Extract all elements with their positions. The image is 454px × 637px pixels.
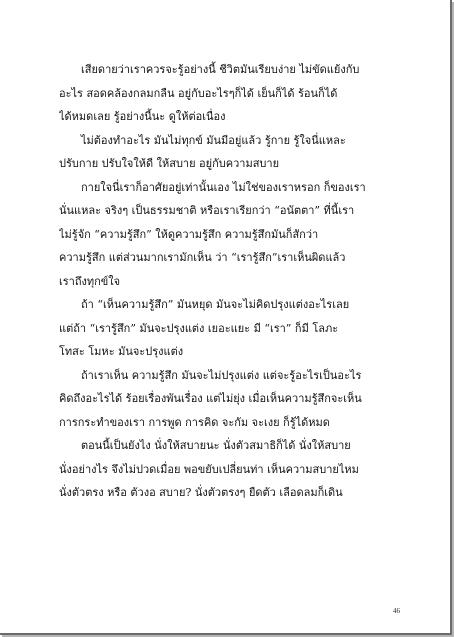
text-line: คิดถึงอะไรได้ ร้อยเรื่องพันเรื่อง แต่ไม่ยุ่ง เมื่อเห็นความรู้สึกจะเห็น (59, 392, 362, 405)
page-number: 46 (393, 607, 400, 615)
text-line: เราถึงทุกข์ใจ (59, 274, 121, 288)
text-line: เสียดายว่าเราควรจะรู้อย่างนี้ ชีวิตมันเรียบง่าย ไม่ขัดแย้งกับ (81, 63, 360, 76)
text-line: ตอนนี้เป็นยังไง นั่งให้สบายนะ นั่งตัวสมาธิก็ได้ นั่งให้สบาย (81, 439, 351, 452)
text-line: การกระทำของเรา การพูด การคิด จะกัม จะเงย ก็รู้ได้หมด (59, 415, 330, 429)
text-line: ได้หมดเลย รู้อย่างนี้นะ ดูให้ต่อเนื่อง (59, 110, 226, 123)
text-line: นั่นแหละ จริงๆ เป็นธรรมชาติ หรือเราเรียกว่า “อนัตตา” ที่นี้เรา (59, 204, 355, 217)
text-line: โทสะ โมหะ มันจะปรุงแต่ง (59, 345, 184, 358)
text-line: ถ้า “เห็นความรู้สึก” มันหยุด มันจะไม่คิดปรุงแต่งอะไรเลย (81, 298, 350, 311)
text-line: ความรู้สึก แต่ส่วนมากเรามักเห็น ว่า “เรารู้สึก”เราเห็นผิดแล้ว (59, 251, 346, 264)
body-text (59, 58, 405, 505)
text-line: ถ้าเราเห็น ความรู้สึก มันจะไม่ปรุงแต่ง แต่จะรู้อะไรเป็นอะไร (81, 368, 362, 382)
text-line: นั่งตัวตรง หรือ ตัวงอ สบาย? นั่งตัวตรงๆ ยืดตัว เลือดลมก็เดิน (59, 486, 343, 499)
text-line: ปรับกาย ปรับใจให้ดี ให้สบาย อยู่กับความสบาย (59, 157, 280, 170)
text-line: ไม่รู้จัก “ความรู้สึก” ให้ดูความรู้สึก ความรู้สึกมันก็สักว่า (59, 227, 319, 241)
text-line: ไม่ต้องทำอะไร มันไม่ทุกข์ มันมีอยู่แล้ว รู้กาย รู้ใจนี่แหละ (81, 133, 346, 147)
text-line: กายใจนี่เราก็อาศัยอยู่เท่านั้นเอง ไม่ใช่ของเราหรอก ก็ของเรา (81, 180, 366, 194)
text-line: แต่ถ้า “เรารู้สึก” มันจะปรุงแต่ง เยอะแยะ มี “เรา” ก็มี โลภะ (59, 321, 339, 335)
text-line: อะไร สอดคล้องกลมกลืน อยู่กับอะไรๆก็ได้ เย็นก็ได้ ร้อนก็ได้ (59, 86, 338, 100)
text-line: นั่งอย่างไร จึงไม่ปวดเมื่อย พอขยับเปลี่ยนท่า เห็นความสบายไหม (59, 462, 359, 476)
